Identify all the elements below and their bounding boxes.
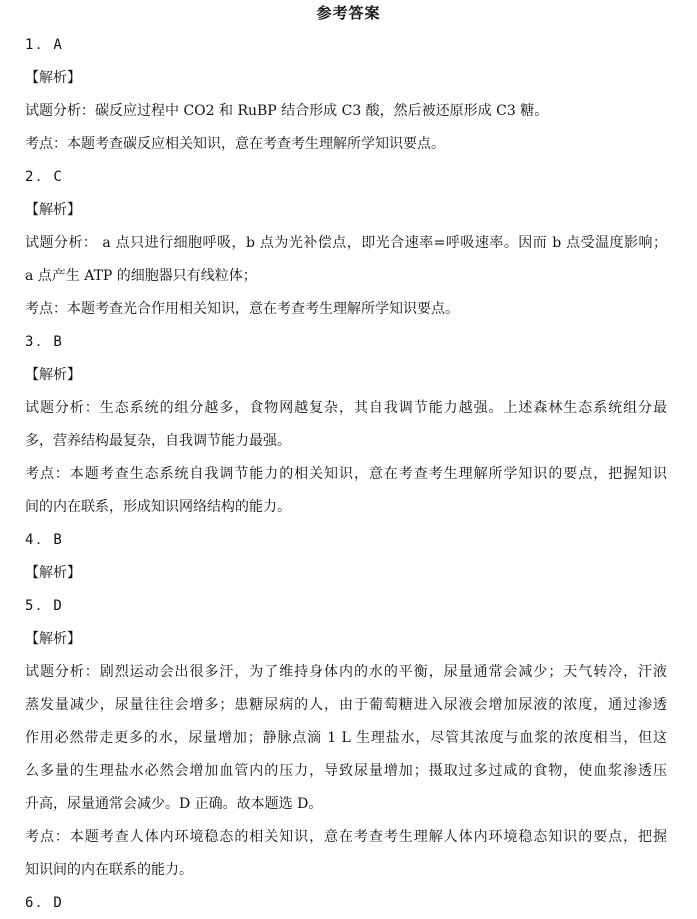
q2-analysis-line-1: 试题分析： a 点只进行细胞呼吸，b 点为光补偿点，即光合速率=呼吸速率。因而 b 点受温度影响； (25, 235, 667, 251)
q1-kaodian: 考点：本题考查碳反应相关知识，意在考查考生理解所学知识要点。 (25, 136, 445, 152)
q5-analysis-line-2: 蒸发量减少，尿量往往会增多；患糖尿病的人，由于葡萄糖进入尿液会增加尿液的浓度，通过渗透 (25, 697, 667, 713)
q5-analysis-line-4: 么多量的生理盐水必然会增加血管内的压力，导致尿量增加；摄取过多过咸的食物，使血浆渗透压 (25, 763, 667, 779)
q1-answer: 1．A (25, 37, 65, 53)
q6-answer: 6．D (25, 895, 65, 911)
q3-answer: 3．B (25, 334, 65, 350)
q2-jiexi-heading: 【解析】 (25, 202, 81, 218)
q2-analysis-line-2: a 点产生 ATP 的细胞器只有线粒体； (25, 268, 257, 284)
q5-analysis-line-5: 升高，尿量通常会减少。D 正确。故本题选 D。 (25, 796, 323, 812)
q3-jiexi-heading: 【解析】 (25, 367, 81, 383)
q5-kaodian-line-1: 考点：本题考查人体内环境稳态的相关知识，意在考查考生理解人体内环境稳态知识的要点，把握 (25, 829, 667, 845)
q1-jiexi-heading: 【解析】 (25, 70, 81, 86)
q5-kaodian-line-2: 知识间的内在联系的能力。 (25, 862, 193, 878)
q5-answer: 5．D (25, 598, 65, 614)
q4-jiexi-heading: 【解析】 (25, 565, 81, 581)
q3-kaodian-line-1: 考点：本题考查生态系统自我调节能力的相关知识，意在考查考生理解所学知识的要点，把握知识 (25, 466, 667, 482)
q5-analysis-line-3: 作用必然带走更多的水，尿量增加；静脉点滴 1 L 生理盐水，尽管其浓度与血浆的浓度相当，但这 (25, 730, 667, 746)
q4-answer: 4．B (25, 532, 65, 548)
q3-kaodian-line-2: 间的内在联系，形成知识网络结构的能力。 (25, 499, 291, 515)
q1-analysis: 试题分析：碳反应过程中 CO2 和 RuBP 结合形成 C3 酸，然后被还原形成 C3 糖。 (25, 103, 549, 119)
q2-kaodian: 考点：本题考查光合作用相关知识，意在考查考生理解所学知识要点。 (25, 301, 459, 317)
q5-analysis-line-1: 试题分析：剧烈运动会出很多汗，为了维持身体内的水的平衡，尿量通常会减少；天气转冷，汗液 (25, 664, 667, 680)
page-title: 参考答案 (316, 4, 381, 22)
q2-answer: 2．C (25, 169, 65, 185)
q5-jiexi-heading: 【解析】 (25, 631, 81, 647)
q3-analysis-line-2: 多，营养结构最复杂，自我调节能力最强。 (25, 433, 291, 449)
q3-analysis-line-1: 试题分析：生态系统的组分越多，食物网越复杂，其自我调节能力越强。上述森林生态系统组分最 (25, 400, 667, 416)
